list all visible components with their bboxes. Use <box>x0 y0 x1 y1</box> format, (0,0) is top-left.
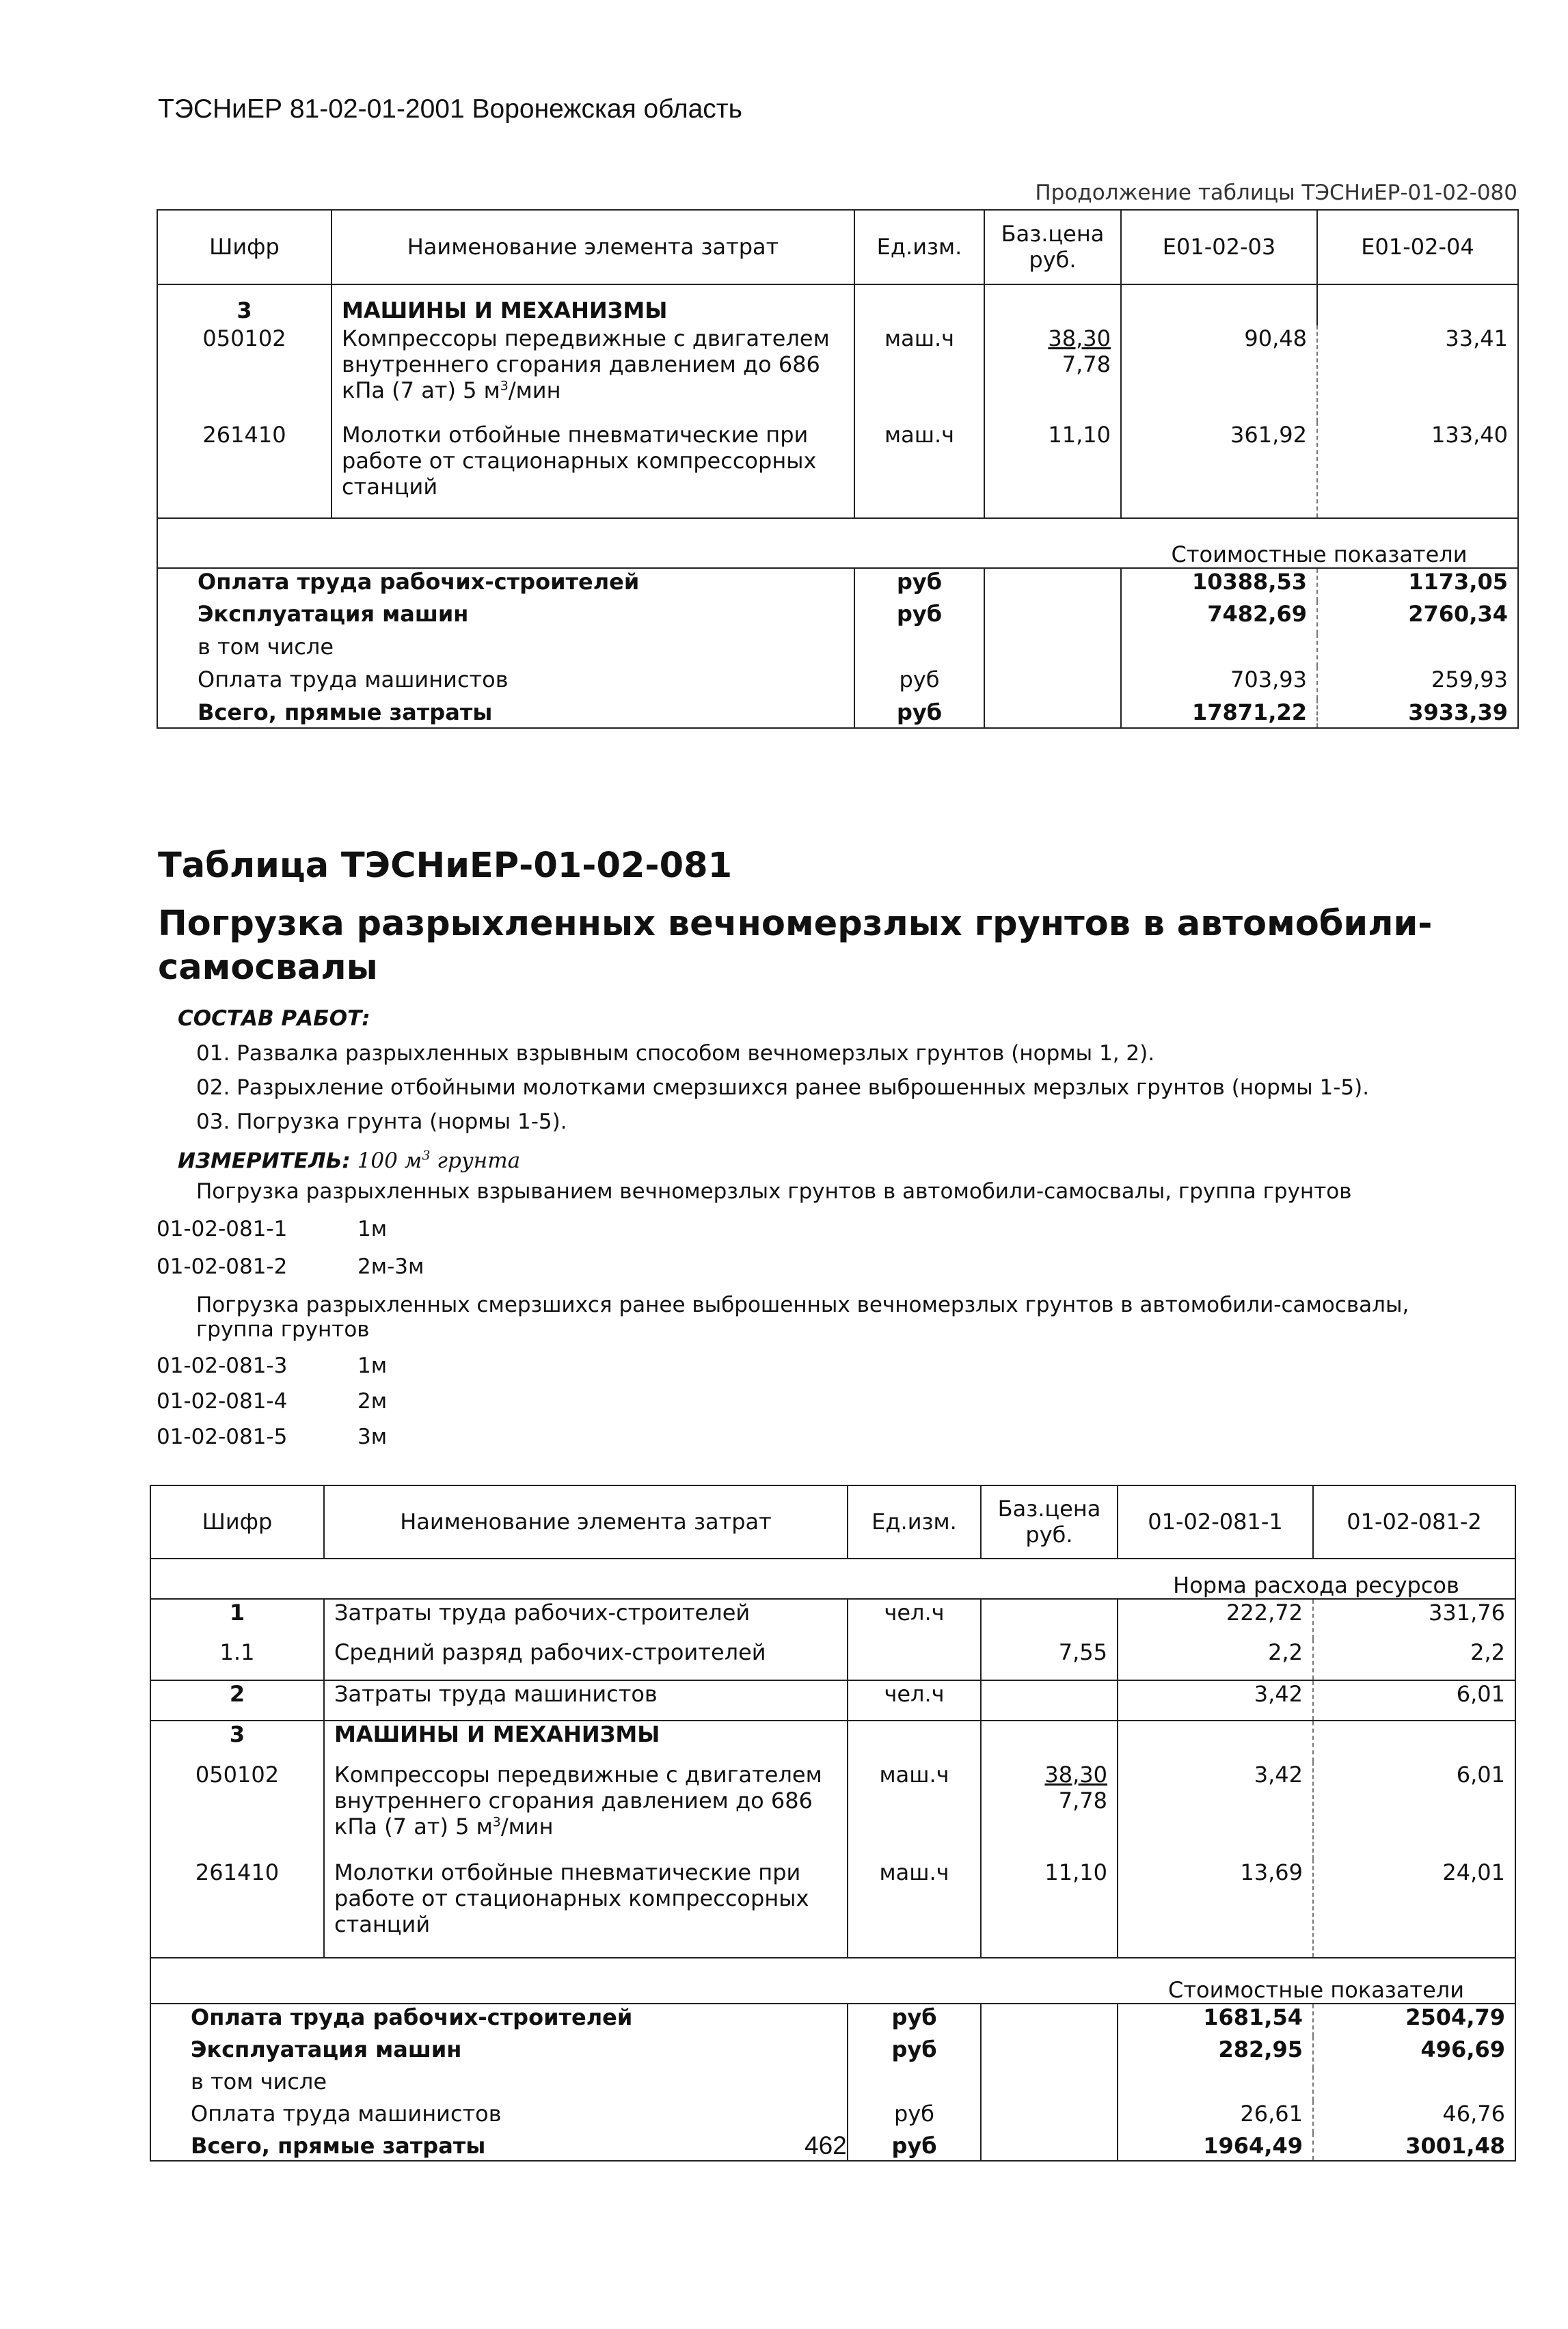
table-row <box>157 422 1518 518</box>
col-norm-2: Е01-02-04 <box>1317 210 1518 284</box>
group-2-value: 2м <box>357 1389 388 1414</box>
table-row: 1.1 Средний разряд рабочих-строителей 7,55 2,2 2,2 <box>150 1639 1515 1680</box>
table-header <box>157 210 1518 284</box>
table-row: 050102 Компрессоры передвижные с двигателем внутреннего сгорания давлением до 686 кПа (7 ат) 5 $м^3$/мин маш.ч 38,30 7,78 3,42 6,01 <box>150 1762 1515 1859</box>
row-name: Компрессоры передвижные с двигателем внутреннего сгорания давлением до 686 кПа (7 ат) 5 $м^3$/мин <box>324 1762 848 1859</box>
table-row: 1 Затраты труда рабочих-строителей чел.ч 222,72 331,76 <box>150 1599 1515 1639</box>
page-number: 462 <box>805 2131 847 2159</box>
col-norm-2: 01-02-081-2 <box>1313 1485 1515 1559</box>
group-2-value: 1м <box>357 1354 388 1378</box>
summary-row: Оплата труда машинистов руб 703,93 259,93 <box>157 667 1518 699</box>
group-1-value: 2м-3м <box>357 1254 424 1279</box>
summary-row: Оплата труда машинистов руб 26,61 46,76 <box>150 2101 1515 2133</box>
group-1-value: 1м <box>357 1217 388 1241</box>
table-2 <box>150 1485 1516 2162</box>
row-name: Молотки отбойные пневматические при работе от стационарных компрессорных станций <box>332 422 854 518</box>
norm-label: Норма расхода ресурсов <box>1173 1572 1459 1599</box>
row-unit: маш.ч <box>854 325 984 422</box>
col-price: Баз.цена руб. <box>984 210 1121 284</box>
table-row: 261410 Молотки отбойные пневматические при работе от стационарных компрессорных станций маш.ч 11,10 13,69 24,01 <box>150 1859 1515 1957</box>
row-code: 261410 <box>202 422 286 448</box>
section-row <box>157 284 1518 326</box>
group-2-desc: группа грунтов <box>196 1317 370 1342</box>
row-value-1: 361,92 <box>1121 422 1317 518</box>
row-name: Компрессоры передвижные с двигателем внутреннего сгорания давлением до 686 кПа (7 ат) 5 $м^3$/мин <box>332 325 854 422</box>
cost-label-row <box>157 518 1518 568</box>
table-title: Таблица ТЭСНиЕР-01-02-081 <box>158 846 733 886</box>
col-norm-1: Е01-02-03 <box>1121 210 1317 284</box>
col-code: Шифр <box>150 1485 324 1559</box>
group-2-desc: Погрузка разрыхленных смерзшихся ранее выброшенных вечномерзлых грунтов в автомобили-самосвалы, <box>196 1293 1409 1317</box>
table-header <box>150 1485 1515 1559</box>
summary-row: Эксплуатация машин руб 282,95 496,69 <box>150 2036 1515 2069</box>
continuation-note: Продолжение таблицы ТЭСНиЕР-01-02-080 <box>1035 180 1517 205</box>
table-row <box>157 325 1518 422</box>
cost-label: Стоимостные показатели <box>1118 1958 1515 2004</box>
composition-label: СОСТАВ РАБОТ: <box>178 1006 370 1031</box>
col-unit: Ед.изм. <box>848 1485 981 1559</box>
section-name: МАШИНЫ И МЕХАНИЗМЫ <box>332 284 854 326</box>
group-2-code: 01-02-081-3 <box>157 1354 288 1378</box>
table-1 <box>157 209 1519 729</box>
subtitle-line-1: Погрузка разрыхленных вечномерзлых грунтов в автомобили- <box>158 904 1433 944</box>
row-price: 38,30 7,78 <box>984 325 1121 422</box>
group-2-value: 3м <box>357 1425 388 1449</box>
col-name: Наименование элемента затрат <box>332 210 854 284</box>
group-1-code: 01-02-081-2 <box>157 1254 288 1279</box>
norm-label-row <box>150 1559 1515 1599</box>
composition-item: 02. Разрыхление отбойными молотками смерзшихся ранее выброшенных мерзлых грунтов (нормы 1-5). <box>196 1075 1370 1100</box>
row-price: 11,10 <box>984 422 1121 518</box>
col-code: Шифр <box>157 210 332 284</box>
table-row: 2 Затраты труда машинистов чел.ч 3,42 6,01 <box>150 1680 1515 1721</box>
cost-label-row <box>150 1958 1515 2004</box>
composition-item: 01. Развалка разрыхленных взрывным способом вечномерзлых грунтов (нормы 1, 2). <box>196 1041 1155 1066</box>
col-norm-1: 01-02-081-1 <box>1118 1485 1313 1559</box>
row-value-1: 90,48 <box>1121 325 1317 422</box>
group-1-desc: Погрузка разрыхленных взрыванием вечномерзлых грунтов в автомобили-самосвалы, группа грунтов <box>196 1179 1352 1204</box>
col-name: Наименование элемента затрат <box>324 1485 848 1559</box>
col-unit: Ед.изм. <box>854 210 984 284</box>
subtitle-line-2: самосвалы <box>158 947 378 988</box>
composition-item: 03. Погрузка грунта (нормы 1-5). <box>196 1109 567 1134</box>
page-header: ТЭСНиЕР 81-02-01-2001 Воронежская область <box>158 94 742 124</box>
row-unit: маш.ч <box>854 422 984 518</box>
summary-row: Оплата труда рабочих-строителей руб 10388,53 1173,05 <box>157 568 1518 601</box>
summary-row: Оплата труда рабочих-строителей руб 1681,54 2504,79 <box>150 2004 1515 2036</box>
summary-row: в том числе <box>157 634 1518 667</box>
summary-row: Эксплуатация машин руб 7482,69 2760,34 <box>157 601 1518 634</box>
row-price: 38,30 7,78 <box>981 1762 1118 1859</box>
meter-line: ИЗМЕРИТЕЛЬ: 100 $м^3$ грунта <box>178 1148 521 1174</box>
row-code: 050102 <box>202 325 286 352</box>
group-1-code: 01-02-081-1 <box>157 1217 288 1241</box>
section-row: 3 МАШИНЫ И МЕХАНИЗМЫ <box>150 1721 1515 1761</box>
row-value-2: 133,40 <box>1317 422 1518 518</box>
summary-row: в том числе <box>150 2069 1515 2101</box>
group-2-code: 01-02-081-5 <box>157 1425 288 1449</box>
row-value-2: 33,41 <box>1317 325 1518 422</box>
summary-row: Всего, прямые затраты руб 1964,49 3001,48 <box>150 2133 1515 2161</box>
summary-row: Всего, прямые затраты руб 17871,22 3933,39 <box>157 699 1518 728</box>
group-2-code: 01-02-081-4 <box>157 1389 288 1414</box>
col-price: Баз.цена руб. <box>981 1485 1118 1559</box>
cost-label: Стоимостные показатели <box>1121 518 1518 568</box>
section-code: 3 <box>236 297 252 323</box>
